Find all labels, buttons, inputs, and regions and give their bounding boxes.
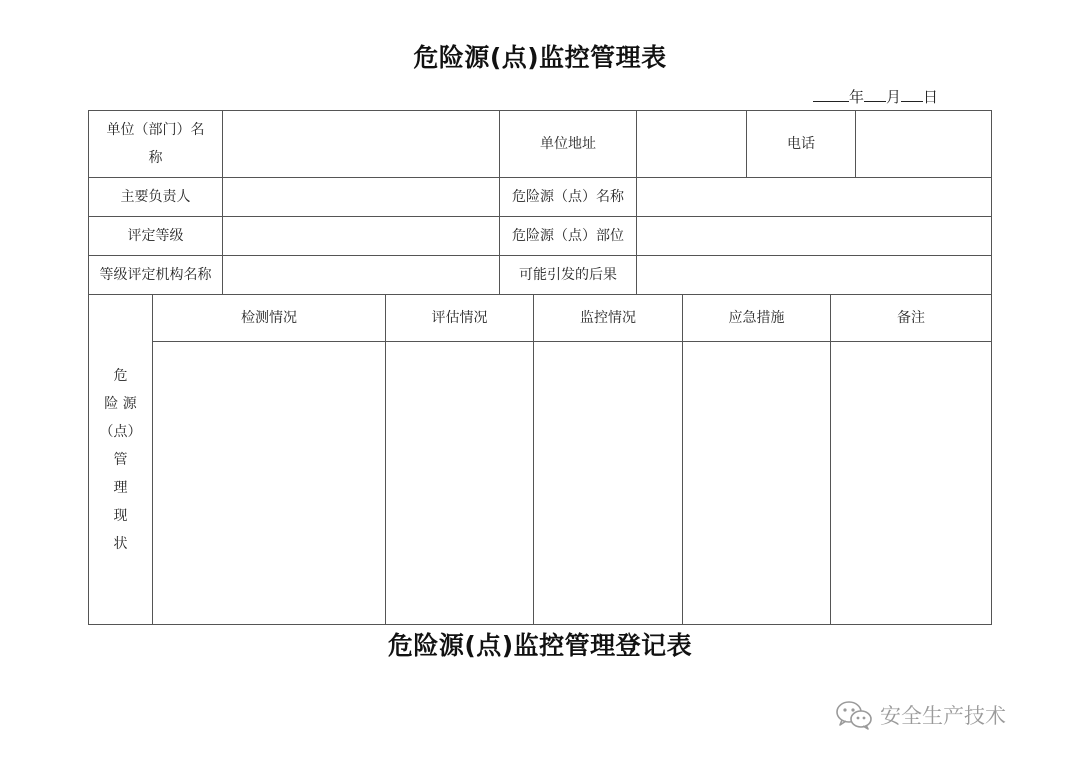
remarks-field[interactable] bbox=[830, 341, 992, 625]
year-blank bbox=[813, 87, 849, 102]
phone-field[interactable] bbox=[855, 110, 992, 178]
hazard-name-label: 危险源（点）名称 bbox=[499, 177, 637, 217]
column-header-monitoring: 监控情况 bbox=[533, 294, 683, 342]
vertical-label-char: 理 bbox=[113, 479, 128, 496]
hazard-location-field[interactable] bbox=[636, 216, 992, 256]
column-header-assessment: 评估情况 bbox=[385, 294, 534, 342]
management-status-label bbox=[88, 294, 153, 625]
watermark bbox=[834, 698, 1006, 732]
date-line bbox=[813, 86, 938, 107]
phone-label: 电话 bbox=[746, 110, 856, 178]
hazard-name-field[interactable] bbox=[636, 177, 992, 217]
rating-org-field[interactable] bbox=[222, 255, 500, 295]
column-header-inspection: 检测情况 bbox=[152, 294, 386, 342]
rating-level-field[interactable] bbox=[222, 216, 500, 256]
page-title: 危险源(点)监控管理表 bbox=[413, 43, 667, 72]
hazard-location-label: 危险源（点）部位 bbox=[499, 216, 637, 256]
wechat-icon bbox=[834, 699, 874, 731]
vertical-label-char: 管 bbox=[113, 451, 128, 468]
vertical-label-char: 现 bbox=[113, 507, 128, 524]
unit-address-label: 单位地址 bbox=[499, 110, 637, 178]
vertical-label-char: 危 bbox=[113, 367, 128, 384]
month-label: 月 bbox=[886, 88, 902, 106]
inspection-field[interactable] bbox=[152, 341, 386, 625]
vertical-label-char: （点） bbox=[99, 423, 142, 440]
unit-name-label-line2: 称 bbox=[148, 150, 163, 166]
main-person-label: 主要负责人 bbox=[88, 177, 223, 217]
unit-name-label bbox=[88, 110, 223, 178]
unit-address-field[interactable] bbox=[636, 110, 747, 178]
rating-org-label: 等级评定机构名称 bbox=[88, 255, 223, 295]
unit-name-label-line1: 单位（部门）名 bbox=[106, 122, 205, 138]
main-person-field[interactable] bbox=[222, 177, 500, 217]
watermark-text: 安全生产技术 bbox=[880, 704, 1006, 728]
emergency-measures-field[interactable] bbox=[682, 341, 831, 625]
consequence-field[interactable] bbox=[636, 255, 992, 295]
vertical-label-char: 险 源 bbox=[104, 395, 137, 412]
vertical-label-char: 状 bbox=[113, 535, 128, 552]
day-label: 日 bbox=[923, 88, 939, 106]
unit-name-field[interactable] bbox=[222, 110, 500, 178]
consequence-label: 可能引发的后果 bbox=[499, 255, 637, 295]
year-label: 年 bbox=[849, 88, 865, 106]
rating-level-label: 评定等级 bbox=[88, 216, 223, 256]
day-blank bbox=[901, 87, 923, 102]
assessment-field[interactable] bbox=[385, 341, 534, 625]
column-header-emergency-measures: 应急措施 bbox=[682, 294, 831, 342]
month-blank bbox=[864, 87, 886, 102]
second-title: 危险源(点)监控管理登记表 bbox=[387, 631, 693, 660]
monitoring-field[interactable] bbox=[533, 341, 683, 625]
column-header-remarks: 备注 bbox=[830, 294, 992, 342]
